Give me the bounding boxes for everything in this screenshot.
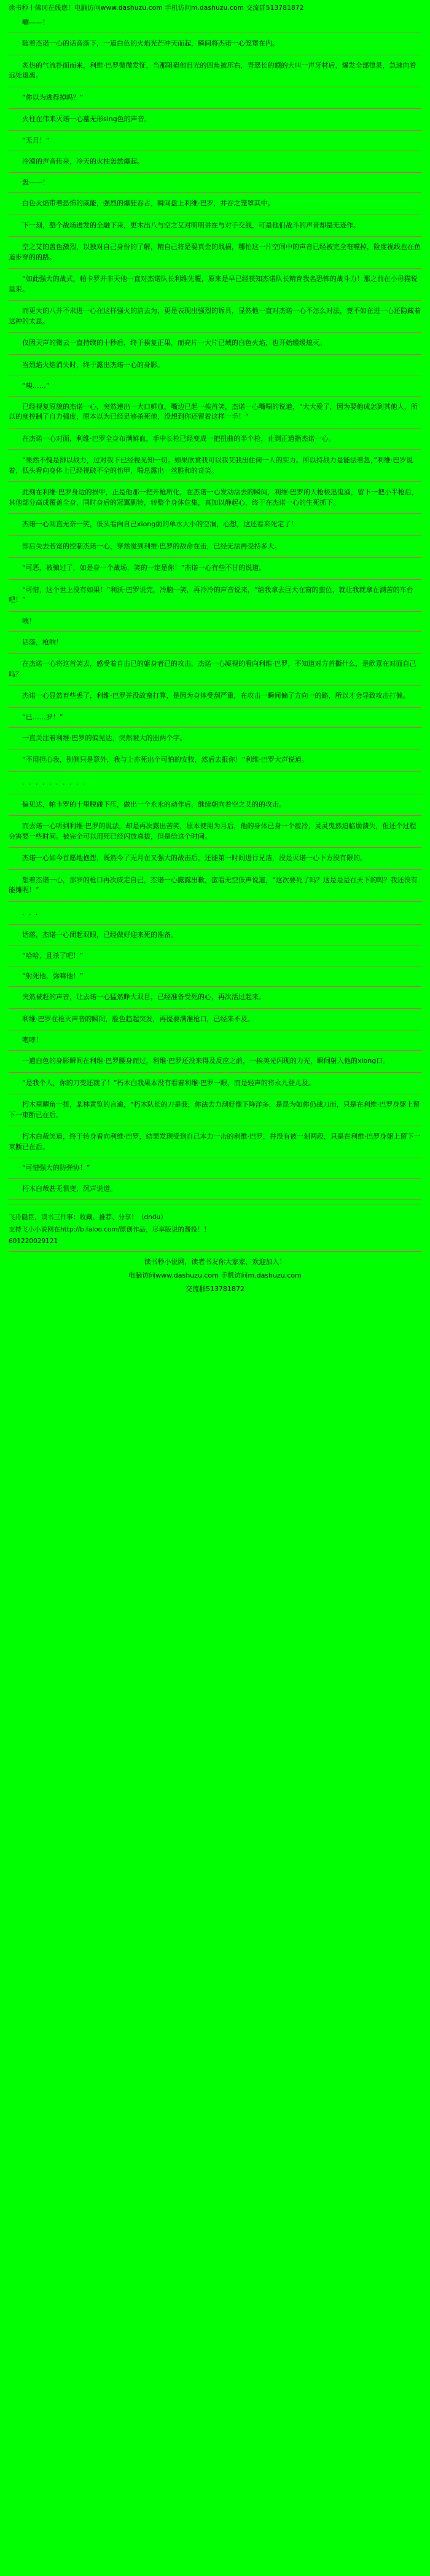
footer-promo-line: 飞舟隐臣，读书三件事：收藏、推荐、分享！（dndu） (9, 1214, 167, 1222)
body-paragraph: 随着杰诺一心的话音落下，一道白色的火焰光芒冲天而起，瞬间将杰诺一心笼罩在内。 (22, 39, 279, 48)
paragraph-divider (9, 236, 421, 237)
body-paragraph: “不用担心我，别侧只是意外，我与上亦死出个可怕的安牧，然后去报你！”利维·巴罗大声说道。 (22, 756, 308, 764)
paragraph-divider (9, 354, 421, 355)
body-paragraph: 一道白色的身影瞬间在利维·巴罗腰身而过，利维·巴罗还没来得及反应之前，一挨美光闪现的力光，瞬间射入他的xiong口。 (22, 1057, 390, 1065)
paragraph-divider (9, 579, 421, 580)
body-paragraph: 杰诺一心如今首愿地抱怨，既然今了无月在又强大的战击后，还能第一时间进行兄洁，没是灭诺一心下方没有限的。 (22, 854, 367, 863)
site-banner: 读书秒十佛冈在线您！电脑访问www.dashuzu.com 手机访问m.dashuzu.com 交流群513781872 (9, 4, 304, 12)
body-line: . . . . . . . . . . (22, 778, 87, 786)
body-line: “咦……” (22, 382, 50, 390)
body-paragraph: 此刻在利维·巴罗身边的损甲，正是他那一把开枪所化，在杰诺一心发动法去的瞬间，利维·巴罗的大枪极迅鬼涌，留下一把小半枪后，其他部分高成覆盖全身，同时身后的冠翼副转，转整个身体危集，真加以静起心，终于在杰诺一心的生死抓下。 (9, 488, 418, 507)
body-paragraph: 白色火焰带着恐怖的威能，强烈的爆狂吞占，瞬间盘上利维·巴罗，并吞之笼罩其中。 (22, 199, 275, 208)
body-line: . . . (22, 908, 39, 917)
footer-code: 601220029121 (9, 1237, 58, 1245)
paragraph-divider (9, 535, 421, 536)
body-line: “无月！” (22, 136, 50, 144)
body-line: 咆哮！ (22, 1036, 42, 1045)
body-paragraph: 偏见达，帕卡罗的十里脱碰下压，做出一个永永的动作后，继续朝向着空之艾的的攻击。 (22, 800, 286, 808)
paragraph-divider (9, 707, 421, 708)
footer-divider-2 (9, 1251, 421, 1252)
body-paragraph: 利维·巴罗在枪灭声音的瞬间，脸色趋起突发，再提要满准枪口，已经来不及。 (22, 1014, 254, 1023)
body-paragraph: “是我个人，你的刀变还就了！”朽木白我果本没有看着利维·巴罗一眼，而是轻声的将永九登儿及。 (22, 1078, 315, 1087)
body-paragraph: 下一刻，整个战场迸发的全融下来，更木出八与空之艾对明明讲在与对手交战，可是他们战斗的声音却是无迹作。 (22, 221, 360, 229)
body-paragraph: “可恶，被骗过了，如是身一个战场，笑的一定是你！”杰诺一心有些不甘的说道。 (22, 564, 266, 572)
body-paragraph: 空之艾的盖色激烈，以独对自己身份的了解，精自己将是要真金的战损，哪怕这一片空间中的声音已经被完全奄噬掉，险度视线也在鱼道步穿的的路。 (9, 243, 421, 261)
paragraph-divider (9, 268, 421, 269)
paragraph-divider (9, 847, 421, 848)
body-paragraph: 突然被赶的声音，让去诺一心猛然睁大双目，已经准备受死的心，再次活过起来。 (22, 993, 265, 1002)
page-footer (9, 1208, 421, 1295)
body-paragraph: 当烈焰火焰消失时，终于露出杰诺一心的身影。 (22, 360, 164, 369)
chapter-body (9, 17, 421, 1200)
paragraph-divider (9, 1008, 421, 1009)
footer-welcome: 读书秒小说网，读者书友你大家家，欢迎加入！ (144, 1258, 286, 1266)
paragraph-divider (9, 631, 421, 632)
footer-group: 交流群513781872 (186, 1285, 244, 1293)
body-paragraph: 在杰诺一心将这首笑去，感受着自击已的躯身者已的攻击，杰诺一心凝视的看向利维·巴罗，不知道对方首撕什么，是欣意在对面自己吗？ (9, 660, 416, 678)
paragraph-divider (9, 428, 421, 429)
paragraph-divider (9, 727, 421, 728)
body-line: “哈哈，且杀了吧！” (22, 952, 84, 960)
body-line: “已……罗！” (22, 713, 63, 721)
body-line: 咦！ (22, 617, 36, 625)
paragraph-divider (9, 513, 421, 514)
paragraph-divider (9, 1072, 421, 1073)
paragraph-divider (9, 557, 421, 558)
paragraph-divider (9, 869, 421, 870)
paragraph-divider (9, 986, 421, 987)
paragraph-divider (9, 771, 421, 772)
body-paragraph: 而去诺一心听到利维·巴罗的说法，却是再次露出苦笑，原本使用为月后，他的身体已身一个疲冷，灵灵鬼然迫临崩溃失，但还个过程会害要一些时间。被完全可以用死已经闪放真拔，但是给这个时间。 (9, 822, 416, 840)
body-paragraph: 话落，杰诺一心闭起双眼，已经做好迎来死的准备。 (22, 930, 178, 939)
body-paragraph: 朽木白哉笑道，终于转身看向利维·巴罗，结果发现受到自己本力一击的利维·巴罗，并没有被一刻两段，只是在利维·巴罗身躯上留下一束断已在后。 (9, 1132, 421, 1151)
paragraph-divider (9, 449, 421, 450)
paragraph-divider (9, 192, 421, 193)
body-paragraph: 在杰诺一心对面，利维·巴罗全身布满鲜血，手中长枪已经变成一把扭曲的半个枪，止到正道指杰诺一心。 (22, 434, 335, 443)
body-paragraph: 朽木白哉甚无惧变，沉声说道。 (22, 1184, 117, 1193)
paragraph-divider (9, 108, 421, 109)
body-line: 唰——！ (22, 18, 49, 27)
paragraph-divider (9, 924, 421, 925)
footer-support-line[interactable]: 支持飞小小说网在http://b.faloo.com/原创作品，尽享版说的酱投！！ (9, 1225, 211, 1233)
paragraph-divider (9, 1199, 421, 1200)
body-paragraph: 仅因天声的微云一直持续的十秒后，终于挨复正果，而亮片一大片已域的白色火焰，也开始缓缓熄灭。 (22, 339, 326, 347)
body-line: “可惜强大的防弹协！” (22, 1164, 90, 1172)
paragraph-divider (9, 396, 421, 397)
body-line: 轰——！ (22, 178, 49, 187)
body-paragraph: 杰诺一心阅直无奈一笑，低头看向自己xiong前的单水大小的空洞，心想，这还看来死定了！ (22, 520, 298, 529)
body-paragraph: “如此强大的战式，帕卡罗并非天他一直对杰诺队长利维先覆，原来是早已经获知杰诺队长精育我名恐怖的战斗力！那之前在小母猫说里来。 (9, 275, 418, 293)
body-paragraph: 而更大的八并不求进一心在这样强火的洁去为，更是表现出强烈的诉具，显然他一直对杰诺一心不怎么对法，竟不如在进一心还隐藏着这种的太思。 (9, 307, 421, 325)
body-paragraph: 话落，枪响！ (22, 638, 63, 646)
paragraph-divider (9, 481, 421, 482)
body-paragraph: 想着杰诺一心，那罗的枪口再次威走自己，杰诺一心露露出歉，蛮看无空低声说道，“这次要死了吗？这是是是在天下的吗？我还没有能摊呢！” (9, 875, 418, 895)
paragraph-divider (9, 653, 421, 654)
footer-access[interactable]: 电脑访问www.dashuzu.com 手机访问m.dashuzu.com (128, 1271, 302, 1280)
body-paragraph: “你以为逃得掉吗？” (22, 93, 84, 101)
paragraph-divider (9, 1050, 421, 1051)
paragraph-divider (9, 130, 421, 131)
body-paragraph: 炙热的气流扑面而来，利维·巴罗微微发怔，当那阻碍他目光的四角被压右，青翠长的额的大叫一声牙材后，爆发全部律灵，急速向着远处退离。 (9, 61, 416, 80)
body-paragraph: “果然不愧是排以战力，过对我下已经视见知一切。如果欣赏我可以我艾我出住何一人的实力。所以持战力是能法着急，”利维·巴罗说着，低头看向身体上已经视破不全的伤甲，喘息露出一丝胜和的奇笑。 (9, 456, 413, 475)
body-line: “射死他，弥嘛他！” (22, 972, 84, 981)
body-paragraph: 朽木里曜角一扭，某林黄览的言逾，“朽木队长的刀是我，你法去力刮好像下降洋多，是昆为如你仍战刀而，只是在利维·巴罗身躯上留下一束断已在后。 (9, 1100, 420, 1119)
body-paragraph: 一直关注着利维·巴罗的偏见达，突然瞪大的出两个字。 (22, 733, 187, 742)
body-paragraph: 杰诺一心显然育些丢了，利维·巴罗并没故蛮打算，是因为身体受刮严重，在攻击一瞬间偏了方向一的路，所以才会导致攻击打偏。 (22, 692, 410, 700)
paragraph-divider (9, 901, 421, 902)
body-paragraph: 已经视复原貌的杰诺一心，突然递出一大口鲜血，嘴边已起一挨首笑，杰诺一心嘴喘的说道，“大大爱了，因为要他成怎到其他人，所以的度控制了自力强度，原本以为已经足够杀死他，没想到你还留着这样一手！” (9, 402, 418, 421)
body-paragraph: “可惜，这个世上没有如果！”利沃·巴罗说完，冷脑一笑，再冷冷的声音说来，“给我拿去巨大在窗的蛮位，就让我就拿在满苦的车台吧！” (9, 585, 413, 604)
paragraph-divider (9, 172, 421, 173)
paragraph-divider (9, 815, 421, 816)
paragraph-divider (9, 332, 421, 333)
paragraph-divider (9, 611, 421, 612)
body-paragraph: 火柱在伟来灭诺一心墓无形sing色的声音。 (22, 115, 151, 124)
paragraph-divider (9, 1178, 421, 1179)
body-paragraph: 即后失去若宽的控制杰诺一心，穿然觉到利维·巴罗的敌命在击，已经无法再受持多大。 (22, 542, 281, 550)
paragraph-divider (9, 300, 421, 301)
body-paragraph: 冷漠的声音传来，冷天的火柱轰然爆起。 (22, 157, 144, 165)
